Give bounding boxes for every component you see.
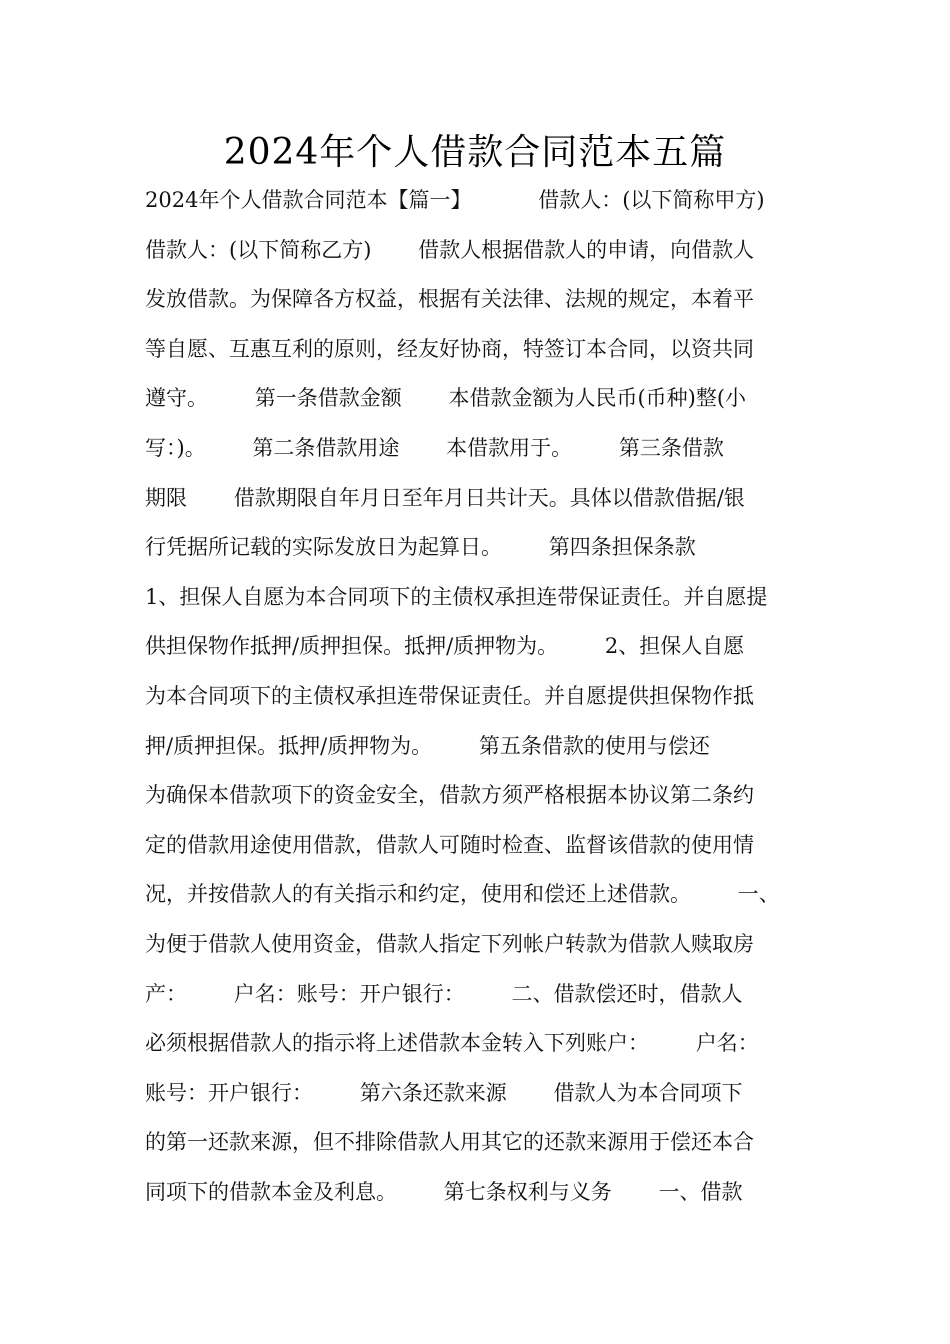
body-line: 发放借款。为保障各方权益，根据有关法律、法规的规定，本着平 [145, 287, 754, 312]
body-line: 况，并按借款人的有关指示和约定，使用和偿还上述借款。 一、 [145, 882, 780, 907]
body-line: 1、担保人自愿为本合同项下的主债权承担连带保证责任。并自愿提 [145, 584, 768, 609]
body-line: 遵守。 第一条借款金额 本借款金额为人民币(币种)整(小 [145, 386, 747, 411]
body-line: 必须根据借款人的指示将上述借款本金转入下列账户： 户名： [145, 1031, 759, 1056]
body-line: 期限 借款期限自年月日至年月日共计天。具体以借款借据/银 [145, 485, 745, 510]
document-body [145, 178, 825, 1219]
body-line: 借款人：(以下简称乙方) 借款人根据借款人的申请，向借款人 [145, 237, 755, 262]
body-line: 产： 户名：账号：开户银行： 二、借款偿还时，借款人 [145, 981, 743, 1006]
body-line: 2024年个人借款合同范本【篇一】 借款人：(以下简称甲方) [145, 188, 765, 212]
body-line: 的第一还款来源，但不排除借款人用其它的还款来源用于偿还本合 [145, 1130, 754, 1155]
body-line: 账号：开户银行： 第六条还款来源 借款人为本合同项下 [145, 1080, 743, 1105]
body-line: 行凭据所记载的实际发放日为起算日。 第四条担保条款 [145, 535, 696, 560]
body-line: 写：)。 第二条借款用途 本借款用于。 第三条借款 [145, 435, 724, 460]
body-line: 为确保本借款项下的资金安全，借款方须严格根据本协议第二条约 [145, 783, 754, 808]
body-line: 同项下的借款本金及利息。 第七条权利与义务 一、借款 [145, 1179, 743, 1204]
body-line: 为本合同项下的主债权承担连带保证责任。并自愿提供担保物作抵 [145, 683, 754, 708]
body-line: 等自愿、互惠互利的原则，经友好协商，特签订本合同，以资共同 [145, 336, 754, 361]
body-line: 定的借款用途使用借款，借款人可随时检查、监督该借款的使用情 [145, 832, 754, 857]
body-line: 为便于借款人使用资金，借款人指定下列帐户转款为借款人赎取房 [145, 931, 754, 956]
body-line: 押/质押担保。抵押/质押物为。 第五条借款的使用与偿还 [145, 733, 710, 758]
document-title: 2024年个人借款合同范本五篇 [223, 132, 727, 173]
body-line: 供担保物作抵押/质押担保。抵押/质押物为。 2、担保人自愿 [145, 634, 745, 659]
